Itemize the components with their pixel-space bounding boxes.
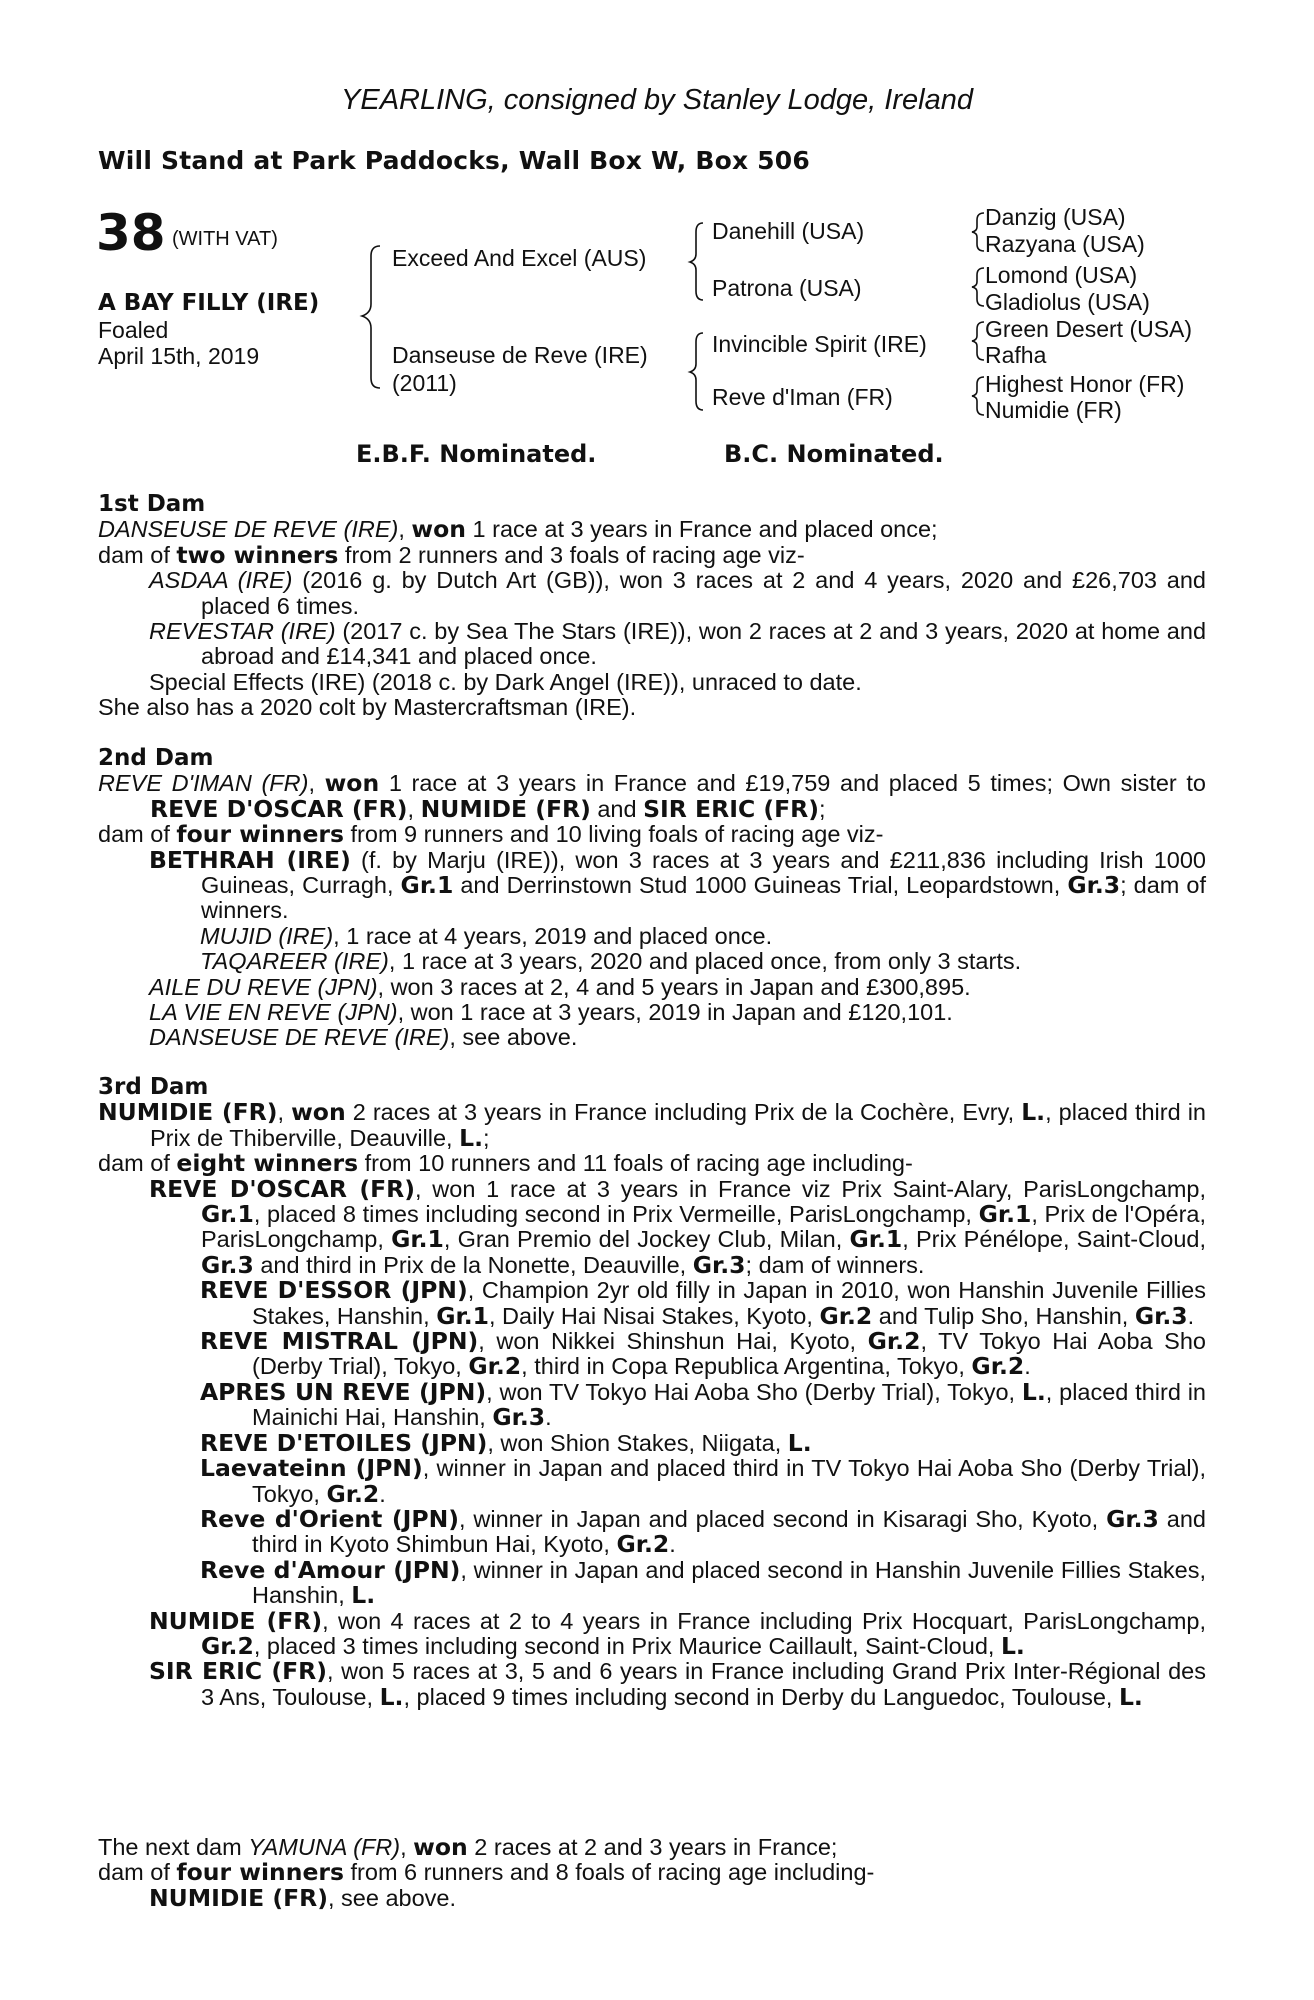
dam-name: DANSEUSE DE REVE (IRE) (98, 516, 399, 543)
progeny-note (98, 695, 1206, 720)
progeny-name: REVE MISTRAL (JPN) (200, 1327, 479, 1356)
progeny-name: MUJID (IRE) (200, 922, 334, 949)
progeny-name: REVE D'OSCAR (FR) (149, 1174, 415, 1203)
sds: Lomond (USA) (985, 262, 1138, 288)
won-label: won (291, 1098, 346, 1127)
winners-count: eight winners (176, 1149, 359, 1178)
dam-dam: Reve d'Iman (FR) (712, 384, 893, 410)
dds: Highest Honor (FR) (985, 371, 1185, 397)
ddd: Numidie (FR) (985, 397, 1122, 423)
sss: Danzig (USA) (985, 204, 1126, 230)
dam-of: dam of (98, 541, 177, 568)
won-label: won (413, 1833, 468, 1861)
grand-progeny-item: Reve d'Orient (JPN), winner in Japan and placed second in Kisaragi Sho, Kyoto, Gr.3 and third in Kyoto Shimbun Hai, Kyoto, Gr.2. (200, 1504, 1206, 1559)
sibling-name: SIR ERIC (FR) (643, 794, 820, 823)
dam-year: (2011) (392, 370, 457, 396)
progeny-item: REVE D'OSCAR (FR), won 1 race at 3 years in France viz Prix Saint-Alary, ParisLongchamp, Gr.1, placed 8 times including second in Prix Vermeille, ParisLongchamp, Gr.1, Prix de l'Opéra, ParisLongchamp, Gr.1, Gran Premio del Jockey Club, Milan, Gr.1, Prix Pénélope, Saint-Cloud, Gr.3 and third in Prix de la Nonette, Deauville, Gr.3; dam of winners. (149, 1174, 1207, 1279)
sire: Exceed And Excel (AUS) (392, 245, 647, 271)
winners-count: four winners (176, 820, 344, 849)
progeny-text: (2017 c. by Sea The Stars (IRE)), won 2 races at 2 and 3 years, 2020 at home and abroad and £14,341 and placed once. (201, 618, 1207, 670)
progeny-name: AILE DU REVE (JPN) (149, 973, 378, 1000)
progeny-name: ASDAA (IRE) (149, 567, 293, 594)
next-dam-section: The next dam YAMUNA (FR), won 2 races at 2 and 3 years in France; dam of four winners from 6 runners and 8 foals of racing age including- NUMIDIE (FR), see above. (98, 1835, 1206, 1911)
progeny-text: She also has a 2020 colt by Mastercraftsman (IRE). (98, 694, 637, 721)
grand-progeny-item: MUJID (IRE), 1 race at 4 years, 2019 and placed once. (200, 922, 773, 949)
sibling-name: NUMIDE (FR) (420, 794, 591, 823)
foaled-label: Foaled (98, 317, 169, 343)
dss: Green Desert (USA) (985, 316, 1193, 342)
progeny-item (98, 619, 1206, 670)
progeny-name: REVE D'ESSOR (JPN) (200, 1276, 468, 1305)
sire-dam: Patrona (USA) (712, 275, 862, 301)
progeny-item (98, 670, 1206, 695)
dam-name: YAMUNA (FR) (248, 1834, 401, 1860)
progeny-name: APRES UN REVE (JPN) (200, 1377, 487, 1406)
bc-nominated: B.C. Nominated. (724, 440, 944, 468)
page-title: YEARLING, consigned by Stanley Lodge, Ireland (341, 84, 973, 116)
second-dam-section: 2nd Dam REVE D'IMAN (FR), won 1 race at 3 years in France and £19,759 and placed 5 times; Own sister to REVE D'OSCAR (FR), NUMIDE (FR) and SIR ERIC (FR); dam of four winners from 9 runners and 10 living foals of racing age viz- BETHRAH (IRE) (f. by Marju (IRE)), won 3 races at 3 years and £211,836 including Irish 1000 Guineas, Curragh, Gr.1 and Derrinstown Stud 1000 Guineas Trial, Leopardstown, Gr.3; dam of winners. MUJID (IRE), 1 race at 4 years, 2019 and placed once. TAQAREER (IRE), 1 race at 3 years, 2020 and placed once, from only 3 starts. AILE DU REVE (JPN), won 3 races at 2, 4 and 5 years in Japan and £300,895. LA VIE EN REVE (JPN), won 1 race at 3 years, 2019 in Japan and £120,101. DANSEUSE DE REVE (IRE), see above. (98, 745, 1207, 1051)
progeny-name: TAQAREER (IRE) (200, 948, 389, 975)
third-dam-heading: 3rd Dam (98, 1074, 209, 1100)
third-dam-section: 3rd Dam NUMIDIE (FR), won 2 races at 3 years in France including Prix de la Cochère, Evry, L., placed third in Prix de Thiberville, Deauville, L.; dam of eight winners from 10 runners and 11 foals of racing age including- REVE D'OSCAR (FR), won 1 race at 3 years in France viz Prix Saint-Alary, ParisLongchamp, Gr.1, placed 8 times including second in Prix Vermeille, ParisLongchamp, Gr.1, Prix de l'Opéra, ParisLongchamp, Gr.1, Gran Premio del Jockey Club, Milan, Gr.1, Prix Pénélope, Saint-Cloud, Gr.3 and third in Prix de la Nonette, Deauville, Gr.3; dam of winners. REVE D'ESSOR (JPN), Champion 2yr old filly in Japan in 2010, won Hanshin Juvenile Fillies Stakes, Hanshin, Gr.1, Daily Hai Nisai Stakes, Kyoto, Gr.2 and Tulip Sho, Hanshin, Gr.3. REVE MISTRAL (JPN), won Nikkei Shinshun Hai, Kyoto, Gr.2, TV Tokyo Hai Aoba Sho (Derby Trial), Tokyo, Gr.2, third in Copa Republica Argentina, Tokyo, Gr.2. APRES UN REVE (JPN), won TV Tokyo Hai Aoba Sho (Derby Trial), Tokyo, L., placed third in Mainichi Hai, Hanshin, Gr.3. REVE D'ETOILES (JPN), won Shion Stakes, Niigata, L. Laevateinn (JPN), winner in Japan and placed third in TV Tokyo Hai Aoba Sho (Derby Trial), Tokyo, Gr.2. Reve d'Orient (JPN), winner in Japan and placed second in Kisaragi Sho, Kyoto, Gr.3 and third in Kyoto Shimbun Hai, Kyoto, Gr.2. Reve d'Amour (JPN), winner in Japan and placed second in Hanshin Juvenile Fillies Stakes, Hanshin, L. NUMIDE (FR), won 4 races at 2 to 4 years in France including Prix Hocquart, ParisLongchamp, Gr.2, placed 3 times including second in Prix Maurice Caillault, Saint-Cloud, L. SIR ERIC (FR), won 5 races at 3, 5 and 6 years in France including Grand Prix Inter-Régional des 3 Ans, Toulouse, L., placed 9 times including second in Derby du Languedoc, Toulouse, L. (98, 1074, 1207, 1711)
first-dam-section: 1st Dam DANSEUSE DE REVE (IRE), won 1 race at 3 years in France and placed once; dam of two winners from 2 runners and 3 foals of racing age viz- ASDAA (IRE) (2016 g. by Dutch Art (GB)), won 3 races at 2 and 4 years, 2020 and £26,703 and placed 6 times. REVESTAR (IRE) (2017 c. by Sea The Stars (IRE)), won 2 races at 2 and 3 years, 2020 at home and abroad and £14,341 and placed once. Special Effects (IRE) (2018 c. by Dark Angel (IRE)), unraced to date. She also has a 2020 colt by Mastercraftsman (IRE). (98, 491, 1207, 721)
progeny-name: REVESTAR (IRE) (149, 618, 336, 645)
stand-location: Will Stand at Park Paddocks, Wall Box W, Box 506 (98, 146, 810, 175)
grand-progeny-item: REVE MISTRAL (JPN), won Nikkei Shinshun Hai, Kyoto, Gr.2, TV Tokyo Hai Aoba Sho (Derby Trial), Tokyo, Gr.2, third in Copa Republica Argentina, Tokyo, Gr.2. (200, 1327, 1206, 1381)
progeny-item: SIR ERIC (FR), won 5 races at 3, 5 and 6 years in France including Grand Prix Inter-Régional des 3 Ans, Toulouse, L., placed 9 times including second in Derby du Languedoc, Toulouse, L. (149, 1657, 1206, 1711)
ebf-nominated: E.B.F. Nominated. (356, 440, 597, 468)
progeny-item: DANSEUSE DE REVE (IRE), see above. (149, 1024, 578, 1051)
progeny-name: SIR ERIC (FR) (149, 1657, 328, 1686)
progeny-name: Reve d'Amour (JPN) (200, 1555, 461, 1584)
progeny-name: NUMIDE (FR) (149, 1606, 323, 1635)
progeny-name: REVE D'ETOILES (JPN) (200, 1428, 488, 1457)
horse-name: A BAY FILLY (IRE) (98, 290, 320, 316)
progeny-item: LA VIE EN REVE (JPN), won 1 race at 3 years, 2019 in Japan and £120,101. (149, 999, 953, 1026)
grand-progeny-item: REVE D'ETOILES (JPN), won Shion Stakes, Niigata, L. (200, 1428, 812, 1457)
progeny-item: BETHRAH (IRE) (f. by Marju (IRE)), won 3 races at 3 years and £211,836 including Irish 1000 Guineas, Curragh, Gr.1 and Derrinstown Stud 1000 Guineas Trial, Leopardstown, Gr.3; dam of winners. (149, 845, 1207, 924)
winners-count: four winners (176, 1858, 344, 1887)
progeny-name: DANSEUSE DE REVE (IRE) (149, 1024, 450, 1051)
second-dam-heading: 2nd Dam (98, 745, 214, 771)
won-label: won (411, 515, 466, 544)
progeny-item: AILE DU REVE (JPN), won 3 races at 2, 4 and 5 years in Japan and £300,895. (149, 973, 971, 1000)
dam-name: NUMIDIE (FR) (98, 1098, 278, 1127)
progeny-text: Special Effects (IRE) (2018 c. by Dark Angel (IRE)), unraced to date. (149, 668, 862, 695)
progeny-name: Laevateinn (JPN) (200, 1454, 423, 1483)
progeny-item: NUMIDE (FR), won 4 races at 2 to 4 years in France including Prix Hocquart, ParisLongchamp, Gr.2, placed 3 times including second in Prix Maurice Caillault, Saint-Cloud, L. (149, 1606, 1207, 1660)
dam-name: REVE D'IMAN (FR) (98, 770, 309, 797)
grand-progeny-item: Reve d'Amour (JPN), winner in Japan and placed second in Hanshin Juvenile Fillies Stakes, Hanshin, L. (200, 1555, 1206, 1610)
progeny-name: BETHRAH (IRE) (149, 845, 351, 874)
grand-progeny-item: REVE D'ESSOR (JPN), Champion 2yr old filly in Japan in 2010, won Hanshin Juvenile Fillies Stakes, Hanshin, Gr.1, Daily Hai Nisai Stakes, Kyoto, Gr.2 and Tulip Sho, Hanshin, Gr.3. (200, 1276, 1206, 1330)
winners-count: two winners (176, 540, 339, 569)
progeny-name: Reve d'Orient (JPN) (200, 1504, 459, 1533)
grand-progeny-item: APRES UN REVE (JPN), won TV Tokyo Hai Aoba Sho (Derby Trial), Tokyo, L., placed third in Mainichi Hai, Hanshin, Gr.3. (200, 1377, 1206, 1432)
dam-sire: Invincible Spirit (IRE) (712, 331, 927, 357)
dam-of-text: from 2 runners and 3 foals of racing age viz- (338, 541, 805, 568)
sibling-name: REVE D'OSCAR (FR) (150, 794, 408, 823)
dam: Danseuse de Reve (IRE) (392, 342, 648, 368)
sdd: Gladiolus (USA) (985, 289, 1150, 315)
foaled-date: April 15th, 2019 (98, 343, 260, 369)
grand-progeny-item: Laevateinn (JPN), winner in Japan and placed third in TV Tokyo Hai Aoba Sho (Derby Trial), Tokyo, Gr.2. (200, 1454, 1207, 1508)
dam-text: 1 race at 3 years in France and placed once; (466, 516, 938, 543)
lot-number: 38 (96, 204, 166, 262)
vat-note: (WITH VAT) (172, 228, 278, 250)
dsd: Rafha (985, 342, 1047, 368)
progeny-item: NUMIDIE (FR), see above. (149, 1883, 457, 1912)
sire-sire: Danehill (USA) (712, 218, 865, 244)
progeny-item (98, 568, 1206, 619)
progeny-name: LA VIE EN REVE (JPN) (149, 999, 398, 1026)
grand-progeny-item: TAQAREER (IRE), 1 race at 3 years, 2020 and placed once, from only 3 starts. (200, 948, 1022, 975)
progeny-name: NUMIDIE (FR) (149, 1883, 328, 1912)
progeny-text: (2016 g. by Dutch Art (GB)), won 3 races at 2 and 4 years, 2020 and £26,703 and placed 6 times. (201, 567, 1207, 619)
won-label: won (324, 769, 380, 798)
ssd: Razyana (USA) (985, 231, 1145, 257)
first-dam-heading: 1st Dam (98, 491, 206, 517)
